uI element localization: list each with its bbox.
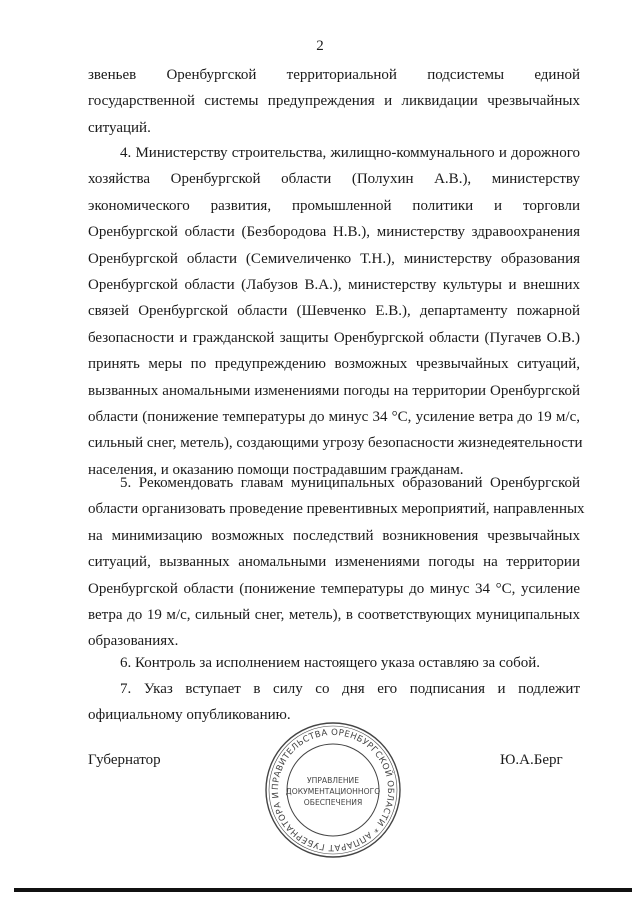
text-line: звеньев Оренбургской территориальной подсистемы единой	[88, 67, 580, 83]
paragraph-continuation	[88, 62, 580, 141]
text-line: на минимизацию возможных последствий возникновения чрезвычайных	[88, 527, 580, 544]
text-line: Оренбургской области (Безбородова Н.В.), министерству здравоохранения	[88, 224, 580, 241]
official-stamp	[263, 720, 403, 860]
text-line: 4. Министерству строительства, жилищно-коммунального и дорожного	[120, 145, 580, 161]
text-line: 6. Контроль за исполнением настоящего указа оставляю за собой.	[120, 655, 541, 671]
text-line: образованиях.	[88, 633, 179, 650]
stamp-inner-line-1: УПРАВЛЕНИЕ	[306, 776, 360, 785]
bottom-rule	[14, 888, 632, 892]
text-line: экономического развития, промышленной политики и торговли	[88, 197, 580, 214]
text-line: ветра до 19 м/с, сильный снег, метель), в соответствующих муниципальных	[88, 606, 580, 623]
text-line: ситуаций, вызванных аномальными изменениями погоды на территории	[88, 554, 580, 571]
text-line: 5. Рекомендовать главам муниципальных образований Оренбургской	[120, 475, 580, 491]
text-line: вызванных аномальными изменениями погоды на территории Оренбургской	[88, 382, 580, 399]
text-line: Оренбургской области (Лабузов В.А.), министерству культуры и внешних	[88, 276, 580, 293]
paragraph-6	[88, 650, 580, 676]
stamp-inner-line-3: ОБЕСПЕЧЕНИЯ	[303, 798, 363, 807]
paragraph-5	[88, 470, 585, 655]
signatory-position: Губернатор	[88, 752, 161, 768]
stamp-inner-line-2: ДОКУМЕНТАЦИОННОГО	[285, 787, 381, 796]
text-line: сильный снег, метель), создающими угрозу безопасности жизнедеятельности	[88, 435, 583, 452]
text-line: области (понижение температуры до минус 34 °С, усиление ветра до 19 м/с,	[88, 408, 580, 425]
page-number: 2	[316, 38, 324, 54]
signatory-name: Ю.А.Берг	[500, 752, 563, 768]
text-line: безопасности и гражданской защиты Оренбургской области (Пугачев О.В.)	[88, 329, 580, 346]
paragraph-4	[88, 140, 583, 483]
text-line: принять меры по предупреждению возможных чрезвычайных ситуаций,	[88, 356, 580, 373]
text-line: ситуаций.	[88, 119, 151, 136]
text-line: государственной системы предупреждения и ликвидации чрезвычайных	[88, 93, 580, 110]
text-line: Оренбургской области (понижение температуры до минус 34 °С, усиление	[88, 580, 580, 597]
text-line: официальному опубликованию.	[88, 707, 291, 724]
text-line: связей Оренбургской области (Шевченко Е.В.), департаменту пожарной	[88, 303, 580, 320]
text-line: населения, и оказанию помощи пострадавшим гражданам.	[88, 461, 464, 478]
stamp-ring-text: ПРАВИТЕЛЬСТВА ОРЕНБУРГСКОЙ ОБЛАСТИ * АППАРАТ ГУБЕРНАТОРА И	[270, 727, 396, 853]
text-line: 7. Указ вступает в силу со дня его подписания и подлежит	[120, 681, 580, 697]
text-line: хозяйства Оренбургской области (Полухин А.В.), министерству	[88, 171, 580, 188]
text-line: области организовать проведение превентивных мероприятий, направленных	[88, 501, 585, 518]
text-line: Оренбургской области (Семиveличенко Т.Н.), министерству образования	[88, 250, 580, 267]
